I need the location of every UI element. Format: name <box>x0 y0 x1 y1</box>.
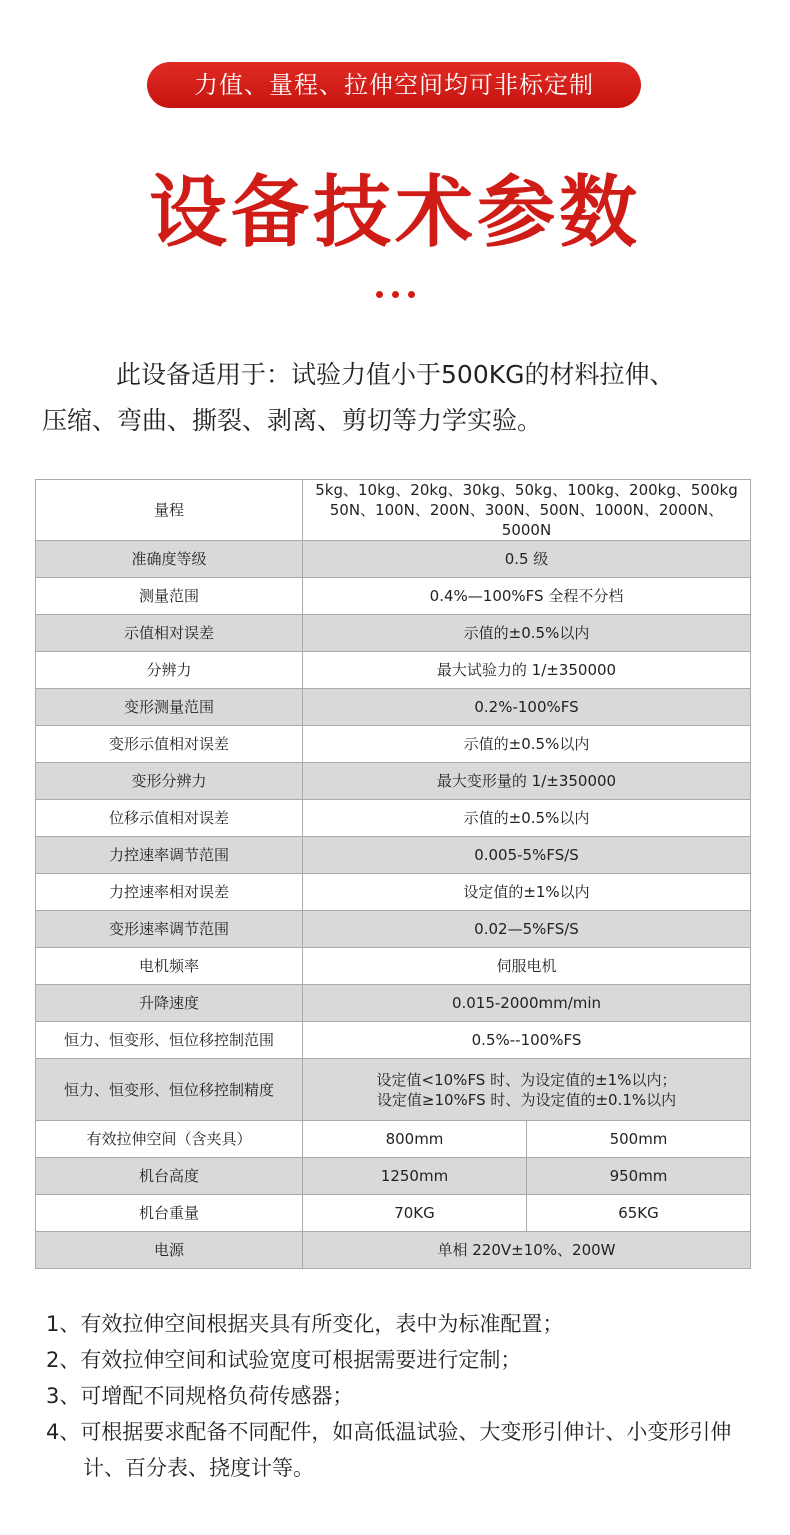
spec-label: 力控速率相对误差 <box>36 874 303 911</box>
spec-value-b: 500mm <box>527 1121 751 1158</box>
table-row <box>36 578 751 615</box>
table-row <box>36 652 751 689</box>
spec-value: 0.5 级 <box>303 541 751 578</box>
spec-label: 位移示值相对误差 <box>36 800 303 837</box>
customization-banner: 力值、量程、拉伸空间均可非标定制 <box>147 62 641 108</box>
spec-label: 示值相对误差 <box>36 615 303 652</box>
table-row <box>36 985 751 1022</box>
note-item: 1、有效拉伸空间根据夹具有所变化，表中为标准配置； <box>46 1312 564 1336</box>
note-item: 3、可增配不同规格负荷传感器； <box>46 1384 354 1408</box>
note-item: 2、有效拉伸空间和试验宽度可根据需要进行定制； <box>46 1348 522 1372</box>
intro-text: 此设备适用于：试验力值小于500KG的材料拉伸、 压缩、弯曲、撕裂、剥离、剪切等力学实验。 <box>42 360 675 435</box>
spec-label: 电机频率 <box>36 948 303 985</box>
table-row <box>36 837 751 874</box>
spec-value-a: 1250mm <box>303 1158 527 1195</box>
spec-table <box>35 479 751 1269</box>
spec-value-b: 65KG <box>527 1195 751 1232</box>
table-row <box>36 763 751 800</box>
spec-value: 0.2%-100%FS <box>303 689 751 726</box>
spec-value: 伺服电机 <box>303 948 751 985</box>
table-row <box>36 689 751 726</box>
spec-label: 变形示值相对误差 <box>36 726 303 763</box>
table-row <box>36 541 751 578</box>
spec-value: 设定值<10%FS 时、为设定值的±1%以内； 设定值≥10%FS 时、为设定值的±0.1%以内 <box>303 1059 751 1121</box>
spec-label: 变形分辨力 <box>36 763 303 800</box>
spec-value: 示值的±0.5%以内 <box>303 726 751 763</box>
table-row <box>36 874 751 911</box>
spec-label: 机台重量 <box>36 1195 303 1232</box>
spec-value-a: 800mm <box>303 1121 527 1158</box>
spec-value: 示值的±0.5%以内 <box>303 800 751 837</box>
spec-label: 变形速率调节范围 <box>36 911 303 948</box>
spec-value: 5kg、10kg、20kg、30kg、50kg、100kg、200kg、500kg 50N、100N、200N、300N、500N、1000N、2000N、5000N <box>303 480 751 541</box>
spec-label: 测量范围 <box>36 578 303 615</box>
notes-list <box>46 1306 756 1486</box>
table-row <box>36 480 751 541</box>
spec-label: 机台高度 <box>36 1158 303 1195</box>
spec-value: 0.4%—100%FS 全程不分档 <box>303 578 751 615</box>
table-row <box>36 726 751 763</box>
spec-label: 有效拉伸空间（含夹具） <box>36 1121 303 1158</box>
spec-label: 准确度等级 <box>36 541 303 578</box>
spec-label: 分辨力 <box>36 652 303 689</box>
decorative-dots <box>376 291 415 298</box>
spec-value: 示值的±0.5%以内 <box>303 615 751 652</box>
table-row <box>36 1195 751 1232</box>
spec-value: 设定值的±1%以内 <box>303 874 751 911</box>
table-row <box>36 948 751 985</box>
spec-label: 量程 <box>36 480 303 541</box>
spec-value: 0.02—5%FS/S <box>303 911 751 948</box>
note-item: 4、可根据要求配备不同配件，如高低温试验、大变形引伸计、小变形引伸计、百分表、挠度计等。 <box>46 1420 732 1480</box>
spec-label: 电源 <box>36 1232 303 1269</box>
page-title: 设备技术参数 <box>148 168 641 258</box>
spec-value-b: 950mm <box>527 1158 751 1195</box>
spec-label: 恒力、恒变形、恒位移控制精度 <box>36 1059 303 1121</box>
spec-label: 恒力、恒变形、恒位移控制范围 <box>36 1022 303 1059</box>
spec-value-a: 70KG <box>303 1195 527 1232</box>
spec-value: 0.005-5%FS/S <box>303 837 751 874</box>
table-row <box>36 1059 751 1121</box>
table-row <box>36 800 751 837</box>
spec-value: 0.015-2000mm/min <box>303 985 751 1022</box>
spec-label: 变形测量范围 <box>36 689 303 726</box>
table-row <box>36 1022 751 1059</box>
spec-value: 最大变形量的 1/±350000 <box>303 763 751 800</box>
spec-value: 最大试验力的 1/±350000 <box>303 652 751 689</box>
spec-label: 力控速率调节范围 <box>36 837 303 874</box>
table-row <box>36 1121 751 1158</box>
table-row <box>36 1158 751 1195</box>
table-row <box>36 911 751 948</box>
table-row <box>36 615 751 652</box>
table-row <box>36 1232 751 1269</box>
spec-label: 升降速度 <box>36 985 303 1022</box>
spec-value: 单相 220V±10%、200W <box>303 1232 751 1269</box>
spec-value: 0.5%--100%FS <box>303 1022 751 1059</box>
